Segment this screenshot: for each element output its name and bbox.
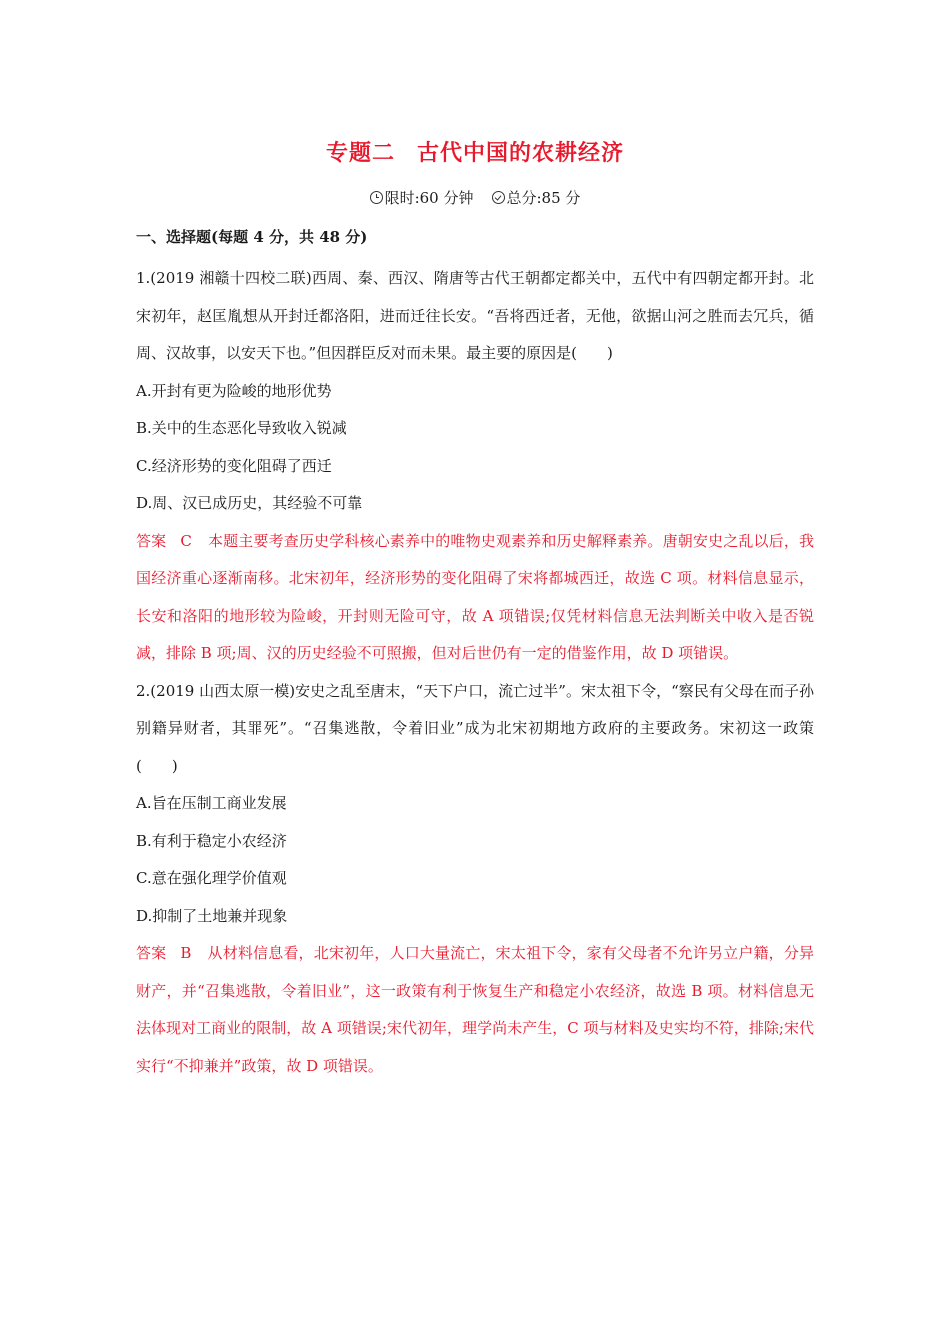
check-circle-icon [492, 191, 505, 204]
answer-label: 答案 [136, 944, 167, 962]
question-list [136, 260, 814, 1085]
answer-letter: C [180, 531, 192, 550]
option-b: B.有利于稳定小农经济 [136, 831, 287, 850]
option-a: A.开封有更为险峻的地形优势 [136, 381, 332, 400]
answer-explanation [136, 523, 814, 673]
option-a: A.旨在压制工商业发展 [136, 794, 287, 812]
answer-letter: B [180, 944, 192, 962]
question-stem: 1.(2019 湘赣十四校二联)西周、秦、西汉、隋唐等古代王朝都定都关中，五代中有四朝定都开封。北宋初年，赵匡胤想从开封迁都洛阳，进而迁往长安。“吾将西迁者，无他，欲据山河之胜而去冗兵，循周、汉故事，以安天下也。”但因群臣反对而未果。最主要的原因是( ) [136, 269, 814, 362]
option-d: D.抑制了土地兼并现象 [136, 906, 288, 925]
clock-icon [370, 191, 383, 204]
answer-explanation [136, 935, 814, 1085]
title-topic-name: 古代中国的农耕经济 [417, 140, 625, 166]
option-b: B.关中的生态恶化导致收入锐减 [136, 419, 347, 437]
answer-text: 从材料信息看，北宋初年，人口大量流亡，宋太祖下令，家有父母者不允许另立户籍，分异财产，并“召集逃散，令着旧业”，这一政策有利于恢复生产和稳定小农经济，故选 B 项。材料信息无法体现对工商业的限制，故 A 项错误;宋代初年，理学尚未产生，C 项与材料及史实均不符，排除;宋代实行“不抑兼并”政策，故 D 项错误。 [136, 944, 814, 1075]
section-heading: 一、选择题(每题 4 分，共 48 分) [136, 228, 368, 246]
option-c: C.意在强化理学价值观 [136, 869, 287, 887]
page-title [0, 136, 950, 167]
time-limit: 限时:60 分钟 [384, 189, 474, 207]
exam-meta [0, 187, 950, 208]
option-d: D.周、汉已成历史，其经验不可靠 [136, 494, 363, 512]
total-score: 总分:85 分 [506, 189, 581, 207]
answer-label: 答案 [136, 531, 167, 550]
question-stem: 2.(2019 山西太原一模)安史之乱至唐末，“天下户口，流亡过半”。宋太祖下令，“察民有父母在而子孙别籍异财者，其罪死”。“召集逃散，令着旧业”成为北宋初期地方政府的主要政务。宋初这一政策( ) [136, 681, 814, 775]
title-topic-number: 专题二 [325, 140, 395, 166]
answer-text: 本题主要考查历史学科核心素养中的唯物史观素养和历史解释素养。唐朝安史之乱以后，我国经济重心逐渐南移。北宋初年，经济形势的变化阻碍了宋将都城西迁，故选 C 项。材料信息显示，长安和洛阳的地形较为险峻，开封则无险可守，故 A 项错误;仅凭材料信息无法判断关中收入是否锐减，排除 B 项;周、汉的历史经验不可照搬，但对后世仍有一定的借鉴作用，故 D 项错误。 [136, 531, 814, 662]
option-c: C.经济形势的变化阻碍了西迁 [136, 456, 332, 475]
